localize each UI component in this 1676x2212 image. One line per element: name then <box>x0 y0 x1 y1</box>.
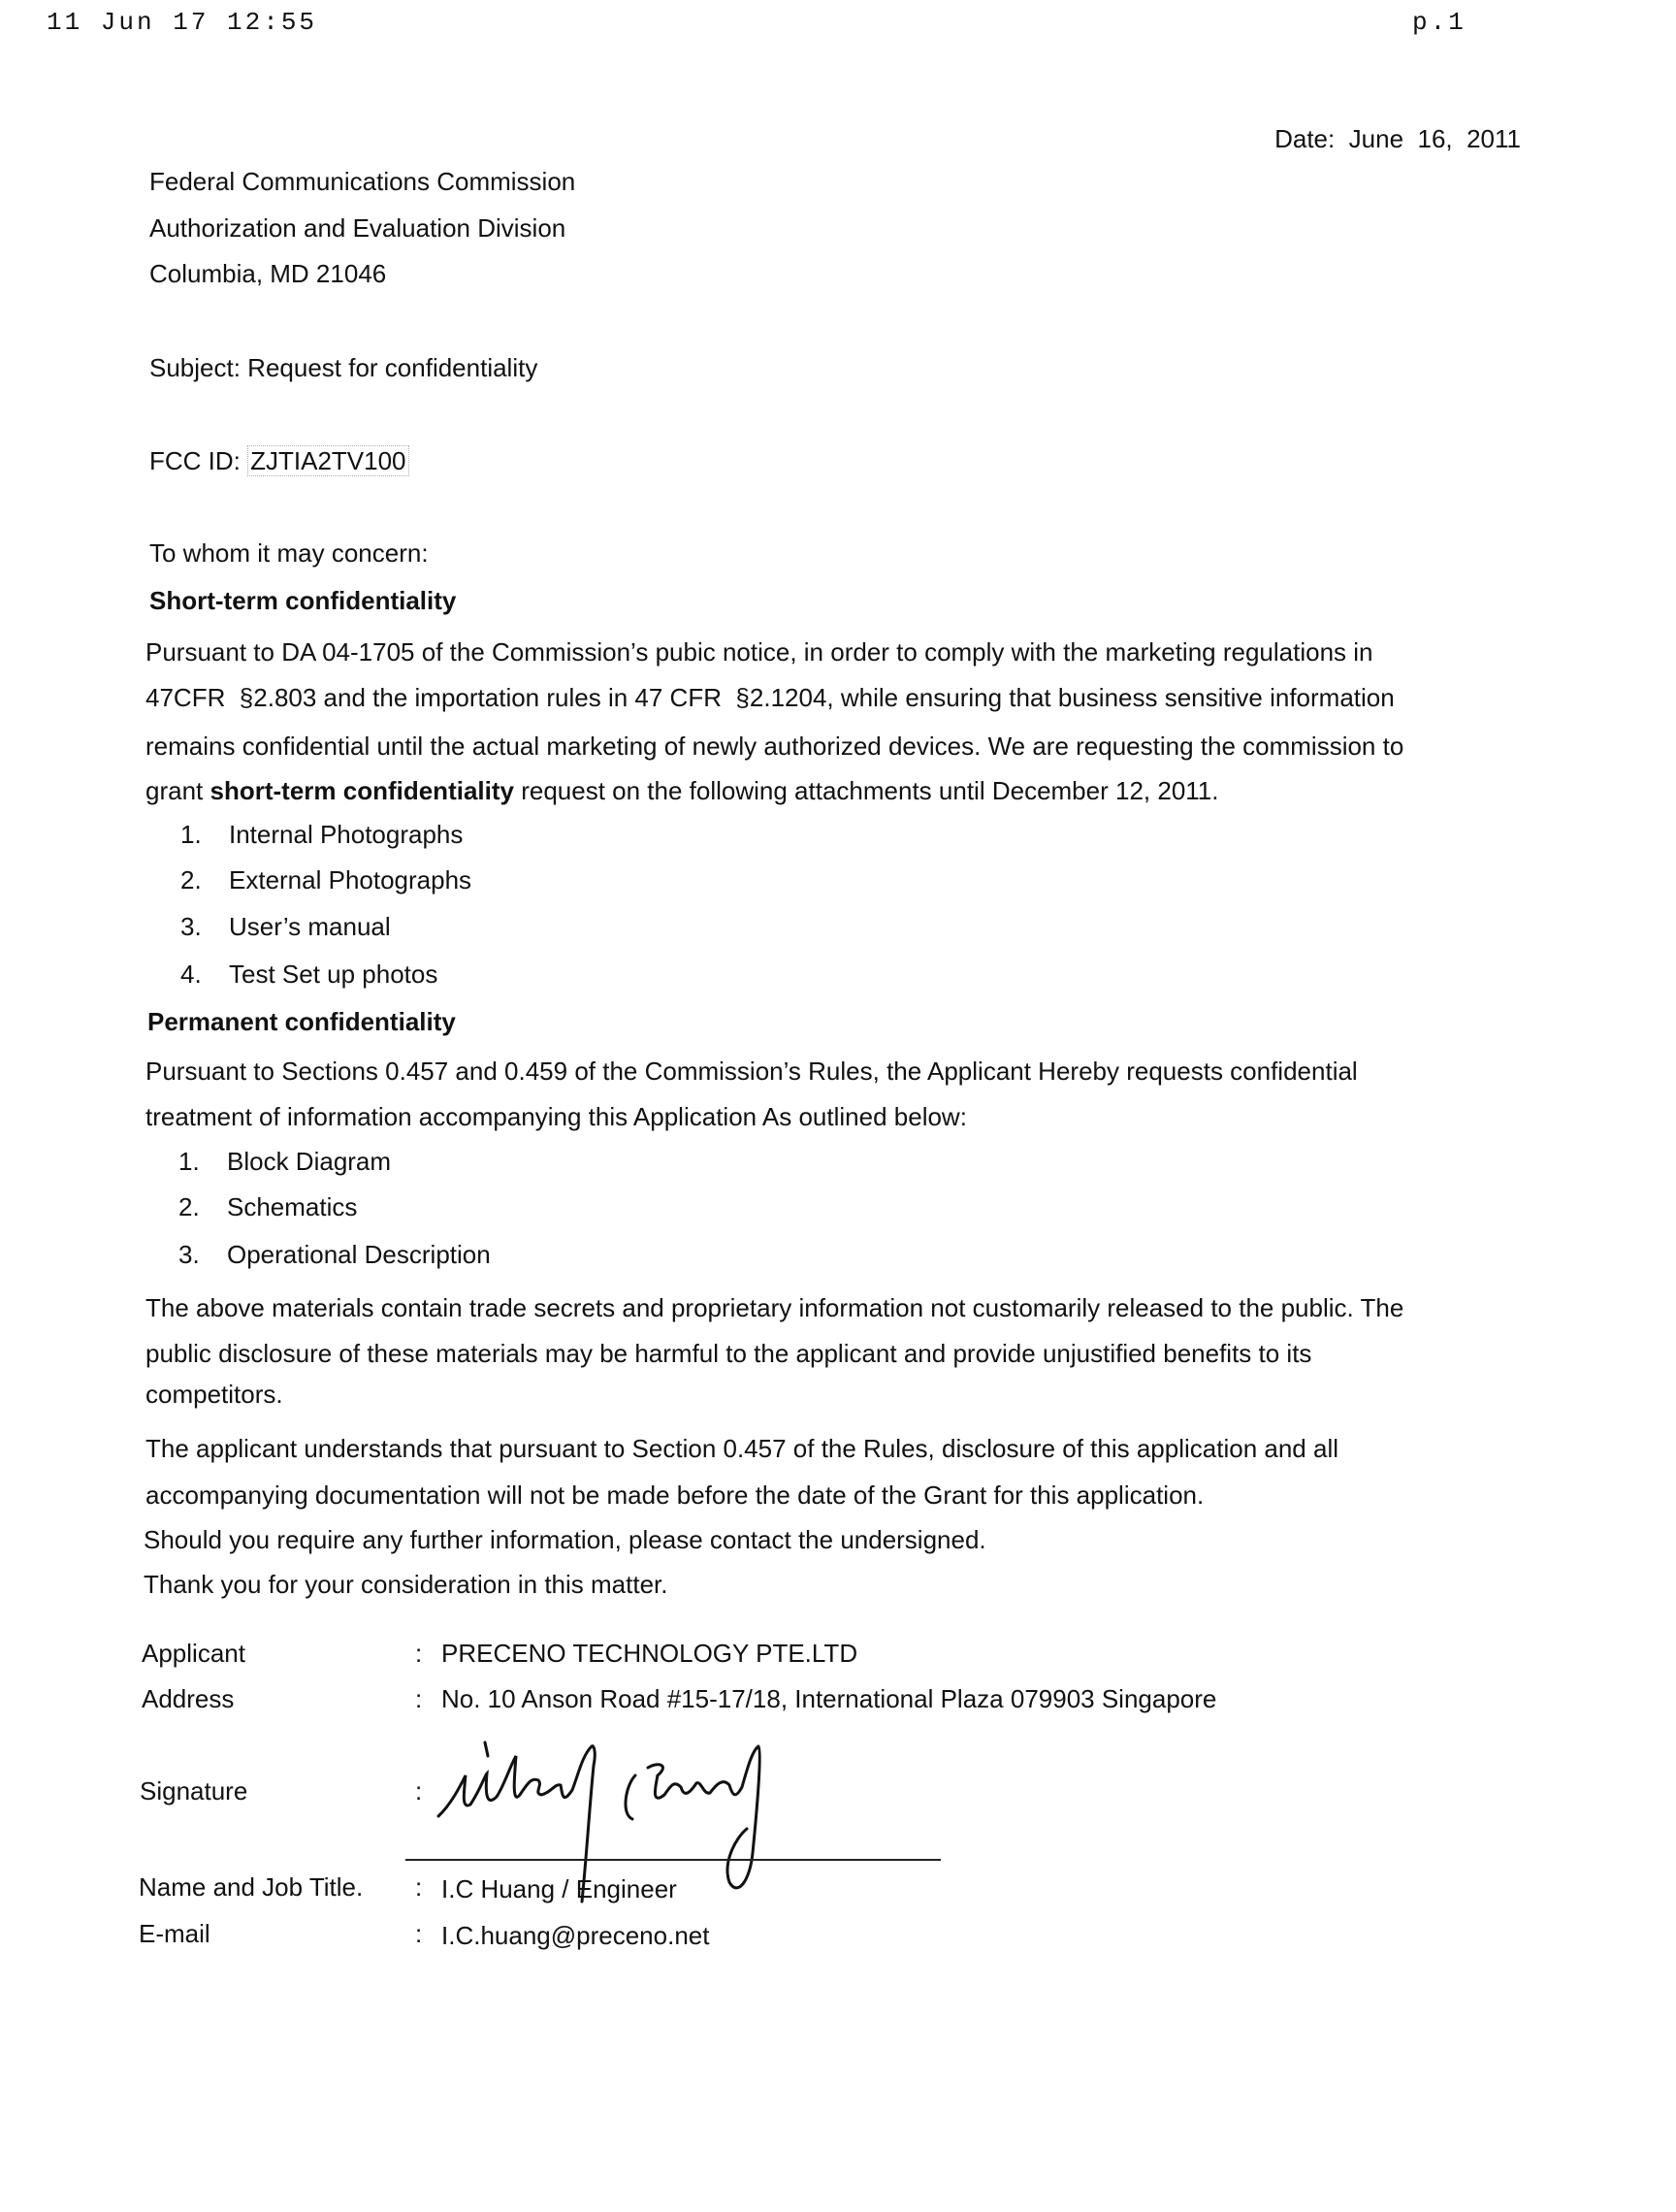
list-item: 3. User’s manual <box>180 912 391 941</box>
field-value-address: No. 10 Anson Road #15-17/18, International Plaza 079903 Singapore <box>441 1684 1217 1713</box>
fcc-id-line <box>149 446 409 475</box>
field-label-name: Name and Job Title. <box>139 1872 364 1902</box>
field-value-name: I.C Huang / Engineer <box>441 1874 677 1903</box>
permanent-heading: Permanent confidentiality <box>147 1007 456 1036</box>
list-item-text: Internal Photographs <box>229 820 464 849</box>
fax-page-number: p.1 <box>1412 8 1466 37</box>
paragraph-line: The applicant understands that pursuant to Section 0.457 of the Rules, disclosure of this application and all <box>145 1434 1338 1463</box>
list-item: 1. Internal Photographs <box>180 820 464 849</box>
field-colon: : <box>415 1639 423 1668</box>
list-item-text: Block Diagram <box>227 1147 392 1176</box>
list-item-text: User’s manual <box>229 912 391 941</box>
field-value-applicant: PRECENO TECHNOLOGY PTE.LTD <box>441 1639 858 1668</box>
recipient-line: Federal Communications Commission <box>149 167 576 196</box>
subject: Subject: Request for confidentiality <box>149 353 538 382</box>
list-item: 2. External Photographs <box>180 865 472 895</box>
field-label-signature: Signature <box>140 1776 248 1805</box>
list-item-text: Test Set up photos <box>229 960 438 989</box>
list-item-text: External Photographs <box>229 865 472 895</box>
list-item-text: Schematics <box>227 1192 358 1221</box>
paragraph-line: Pursuant to DA 04-1705 of the Commission’s pubic notice, in order to comply with the marketing regulations in <box>145 637 1373 667</box>
field-label-applicant: Applicant <box>142 1639 245 1668</box>
list-item: 3. Operational Description <box>178 1240 491 1269</box>
recipient-line: Columbia, MD 21046 <box>149 259 387 288</box>
field-colon: : <box>415 1684 423 1713</box>
signature-line <box>405 1859 941 1861</box>
paragraph-line: competitors. <box>145 1380 283 1409</box>
salutation: To whom it may concern: <box>149 538 429 568</box>
paragraph-line: remains confidential until the actual marketing of newly authorized devices. We are requesting the commission to <box>145 732 1404 761</box>
paragraph-line: 47CFR §2.803 and the importation rules in 47 CFR §2.1204, while ensuring that business sensitive information <box>145 683 1395 712</box>
field-colon: : <box>415 1776 423 1805</box>
paragraph-line: The above materials contain trade secrets and proprietary information not customarily released to the public. The <box>145 1293 1404 1322</box>
field-colon: : <box>415 1919 423 1948</box>
list-item: 1. Block Diagram <box>178 1147 392 1176</box>
fax-timestamp: 11 Jun 17 12:55 <box>47 8 318 37</box>
paragraph-line: public disclosure of these materials may be harmful to the applicant and provide unjustified benefits to its <box>145 1339 1312 1368</box>
field-colon: : <box>415 1872 423 1902</box>
paragraph-line: treatment of information accompanying this Application As outlined below: <box>145 1102 967 1131</box>
fcc-id-value: ZJTIA2TV100 <box>247 445 408 476</box>
short-term-heading: Short-term confidentiality <box>149 586 457 615</box>
list-item-text: Operational Description <box>227 1240 491 1269</box>
paragraph-line: Should you require any further information, please contact the undersigned. <box>144 1525 986 1554</box>
field-label-address: Address <box>142 1684 235 1713</box>
fcc-id-label: FCC ID: <box>149 446 248 475</box>
text: grant <box>145 776 210 805</box>
letter-date: Date: June 16, 2011 <box>1274 124 1521 153</box>
recipient-line: Authorization and Evaluation Division <box>149 213 566 243</box>
field-value-email: I.C.huang@preceno.net <box>441 1921 710 1950</box>
emphasis: short-term confidentiality <box>210 776 514 805</box>
list-item: 2. Schematics <box>178 1192 358 1221</box>
paragraph-line <box>145 776 1219 805</box>
text: request on the following attachments until December 12, 2011. <box>513 776 1219 805</box>
paragraph-line: accompanying documentation will not be made before the date of the Grant for this application. <box>145 1480 1205 1510</box>
list-item: 4. Test Set up photos <box>180 960 438 989</box>
paragraph-line: Pursuant to Sections 0.457 and 0.459 of the Commission’s Rules, the Applicant Hereby requests confidential <box>145 1057 1358 1086</box>
paragraph-line: Thank you for your consideration in this matter. <box>144 1570 668 1599</box>
field-label-email: E-mail <box>139 1919 210 1948</box>
